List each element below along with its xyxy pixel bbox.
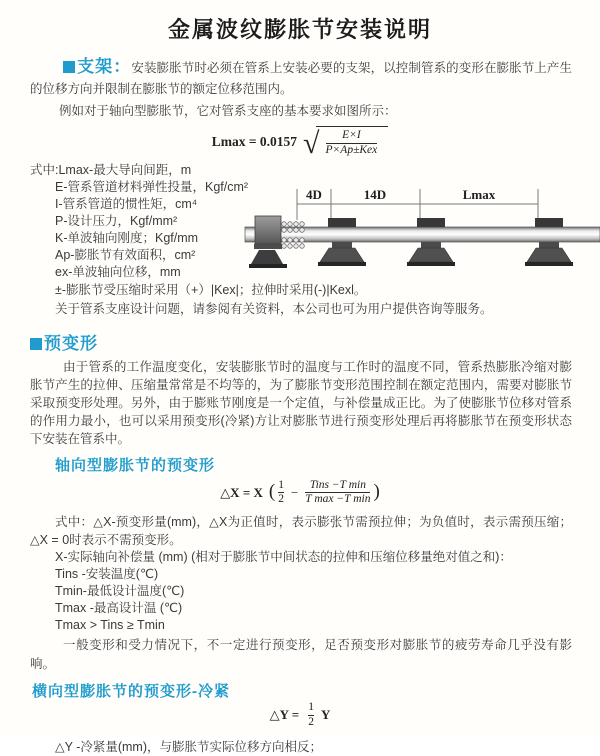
lateral-predeform-formula bbox=[0, 701, 600, 730]
predeform-paragraph: 由于管系的工作温度变化，安装膨胀节时的温度与工作时的温度不同，管系热膨胀冷缩对膨胀节产生的拉伸、压缩量常常是不均等的，为了膨胀节变形范围控制在额定范围内，需要对膨胀节采取预变形处理。另外，由于膨账节刚度是一个定值，与补偿量成正比。为了使膨胀节位移对管系的作用力最小，也可以采用预变形(冷紧)方让对膨胀节进行预变形处理后再将膨胀节在预变形状态下安装在管系中。 bbox=[30, 359, 572, 446]
axial-formula-lhs: △X = X bbox=[220, 484, 263, 500]
support-example-line: 例如对于轴向型膨胀节，它对管系支座的基本要求如图所示： bbox=[59, 104, 397, 118]
lmax-formula-numerator: E×I bbox=[342, 129, 361, 141]
close-paren: ) bbox=[373, 480, 380, 502]
dim-label-4d: 4D bbox=[306, 186, 322, 202]
lateral-formula-rhs: Y bbox=[320, 707, 331, 723]
axial-predeform-title: 轴向型膨胀节的预变形 bbox=[55, 456, 216, 474]
half-numerator: 1 bbox=[278, 478, 284, 491]
predeform-section-label: 预变形 bbox=[44, 333, 98, 353]
predeform-section-header bbox=[30, 329, 600, 354]
axial-formula-explain: 式中：△X-预变形量(mm)，△X为正值时，表示膨张节需预拉伸；为负值时，表示需预压缩；△X = 0时表示不需预变形。 bbox=[30, 515, 572, 548]
lateral-formula-lhs: △Y = bbox=[269, 707, 300, 723]
dim-label-lmax: Lmax bbox=[462, 186, 496, 202]
definition-line: Tmin-最低设计温度(℃) bbox=[55, 584, 185, 599]
definition-line: K-单波轴向刚度；Kgf/mm bbox=[55, 230, 199, 245]
half-denominator: 2 bbox=[308, 715, 314, 728]
plus-minus-note: ±-膨胀节受压缩时采用（+）|Kex|；拉伸时采用(-)|Kexl。 bbox=[55, 282, 367, 297]
definition-line: X-实际轴向补偿量 (mm) (相对于膨胀节中间状态的拉伸和压缩位移量绝对值之和)： bbox=[55, 550, 512, 565]
lmax-formula bbox=[0, 126, 600, 158]
fixed-anchor-support bbox=[249, 216, 287, 268]
lmax-formula-lhs: Lmax = 0.0157 bbox=[211, 133, 298, 149]
definition-line: P-设计压力，Kgf/mm² bbox=[55, 213, 178, 228]
dimension-lines bbox=[297, 186, 538, 220]
definition-line: Ap-膨胀节有效面积，cm² bbox=[55, 247, 196, 262]
minus-operator: − bbox=[290, 484, 299, 500]
radical-sign-icon: √ bbox=[303, 126, 320, 160]
axial-definitions-block bbox=[30, 549, 572, 634]
axial-general-note: 一般变形和受力情况下，不一定进行预变形，足否预变形对膨胀节的疲劳寿命几乎没有影响。 bbox=[30, 638, 572, 672]
open-paren: ( bbox=[268, 480, 276, 502]
half-numerator: 1 bbox=[308, 701, 314, 714]
definition-line: Tmax -最高设计温 (℃) bbox=[55, 601, 183, 616]
axial-predeform-formula bbox=[0, 479, 600, 508]
definition-line: 式中:Lmax-最大导向间距，m bbox=[30, 162, 192, 177]
symbol-definitions-block bbox=[30, 162, 600, 319]
section-square-icon bbox=[63, 61, 75, 73]
lmax-formula-denominator: P×Ap±Kex bbox=[325, 143, 378, 156]
temp-frac-denominator: T max −T min bbox=[305, 493, 371, 506]
definition-line: I-管系管道的惯性矩，cm⁴ bbox=[55, 196, 198, 211]
section-square-icon bbox=[30, 338, 42, 350]
definition-line: ex-单波轴向位移，mm bbox=[55, 264, 181, 279]
radical bbox=[303, 126, 388, 158]
lateral-predeform-title: 横向型膨胀节的预变形-冷紧 bbox=[32, 683, 230, 701]
lateral-note: △Y -冷紧量(mm)，与膨胀节实际位移方向相反； bbox=[55, 739, 323, 754]
page-title: 金属波纹膨胀节安装说明 bbox=[167, 17, 432, 42]
temp-frac-numerator: Tins −T min bbox=[309, 478, 366, 491]
half-denominator: 2 bbox=[278, 493, 284, 506]
pipe-support-diagram bbox=[243, 180, 600, 286]
service-note: 关于管系支座设计问题，请参阅有关资料，本公司也可为用户提供咨询等服务。 bbox=[55, 301, 493, 316]
support-section-label: 支架： bbox=[77, 57, 132, 76]
definition-line: Tmax > Tins ≥ Tmin bbox=[55, 618, 165, 633]
support-intro-paragraph bbox=[30, 56, 572, 100]
support-intro-text: 安装膨胀节时必须在管系上安装必要的支架，以控制管系的变形在膨胀节上产生的位移方向并限制在膨胀节的额定位移范围内。 bbox=[30, 61, 572, 96]
definition-line: E-管系管道材料弹性投量，Kgf/cm² bbox=[55, 179, 249, 194]
dim-label-14d: 14D bbox=[363, 186, 387, 202]
definition-line: Tins -安装温度(℃) bbox=[55, 567, 159, 582]
